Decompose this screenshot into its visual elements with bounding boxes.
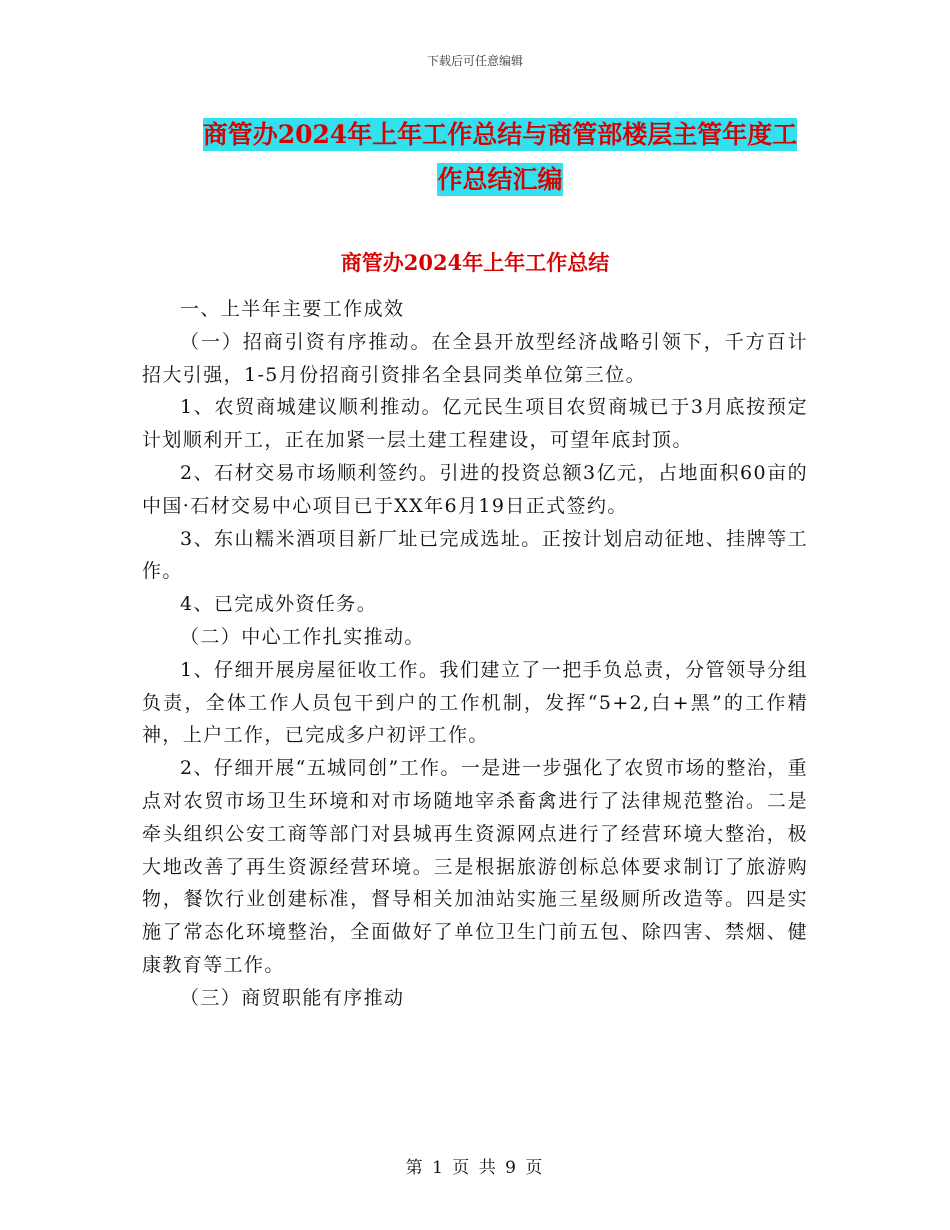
document-title-line-2: 作总结汇编 xyxy=(437,165,563,194)
body-paragraph: （一）招商引资有序推动。在全县开放型经济战略引领下，千方百计招大引强，1-5月份招商引资排名全县同类单位第三位。 xyxy=(142,330,808,386)
body-paragraph: 4、已完成外资任务。 xyxy=(180,593,378,616)
body-paragraph: 2、石材交易市场顺利签约。引进的投资总额3亿元，占地面积60亩的中国·石材交易中心项目已于XX年6月19日正式签约。 xyxy=(142,461,808,517)
body-paragraph: 1、仔细开展房屋征收工作。我们建立了一把手负总责，分管领导分组负责，全体工作人员包干到户的工作机制，发挥“5+2,白+黑”的工作精神，上户工作，已完成多户初评工作。 xyxy=(142,658,808,747)
section-title: 商管办2024年上年工作总结 xyxy=(340,250,610,275)
body-paragraph: 2、仔细开展“五城同创”工作。一是进一步强化了农贸市场的整治，重点对农贸市场卫生环境和对市场随地宰杀畜禽进行了法律规范整治。二是牵头组织公安工商等部门对县城再生资源网点进行了经营环境大整治，极大地改善了再生资源经营环境。三是根据旅游创标总体要求制订了旅游购物，餐饮行业创建标准，督导相关加油站实施三星级厕所改造等。四是实施了常态化环境整治，全面做好了单位卫生门前五包、除四害、禁烟、健康教育等工作。 xyxy=(142,757,808,976)
page-footer: 第 1 页 共 9 页 xyxy=(405,1158,545,1178)
body-paragraph: （二）中心工作扎实推动。 xyxy=(180,625,425,648)
body-paragraph: （三）商贸职能有序推动 xyxy=(180,986,405,1009)
document-title-line-1: 商管办2024年上年工作总结与商管部楼层主管年度工 xyxy=(202,120,798,149)
body-paragraph: 1、农贸商城建议顺利推动。亿元民生项目农贸商城已于3月底按预定计划顺利开工，正在加紧一层土建工程建设，可望年底封顶。 xyxy=(142,396,808,452)
document-body xyxy=(142,293,808,1015)
body-paragraph: 一、上半年主要工作成效 xyxy=(180,298,405,320)
body-paragraph: 3、东山糯米酒项目新厂址已完成选址。正按计划启动征地、挂牌等工作。 xyxy=(142,527,808,583)
document-title xyxy=(140,112,860,202)
page-header-note: 下载后可任意编辑 xyxy=(426,54,523,68)
